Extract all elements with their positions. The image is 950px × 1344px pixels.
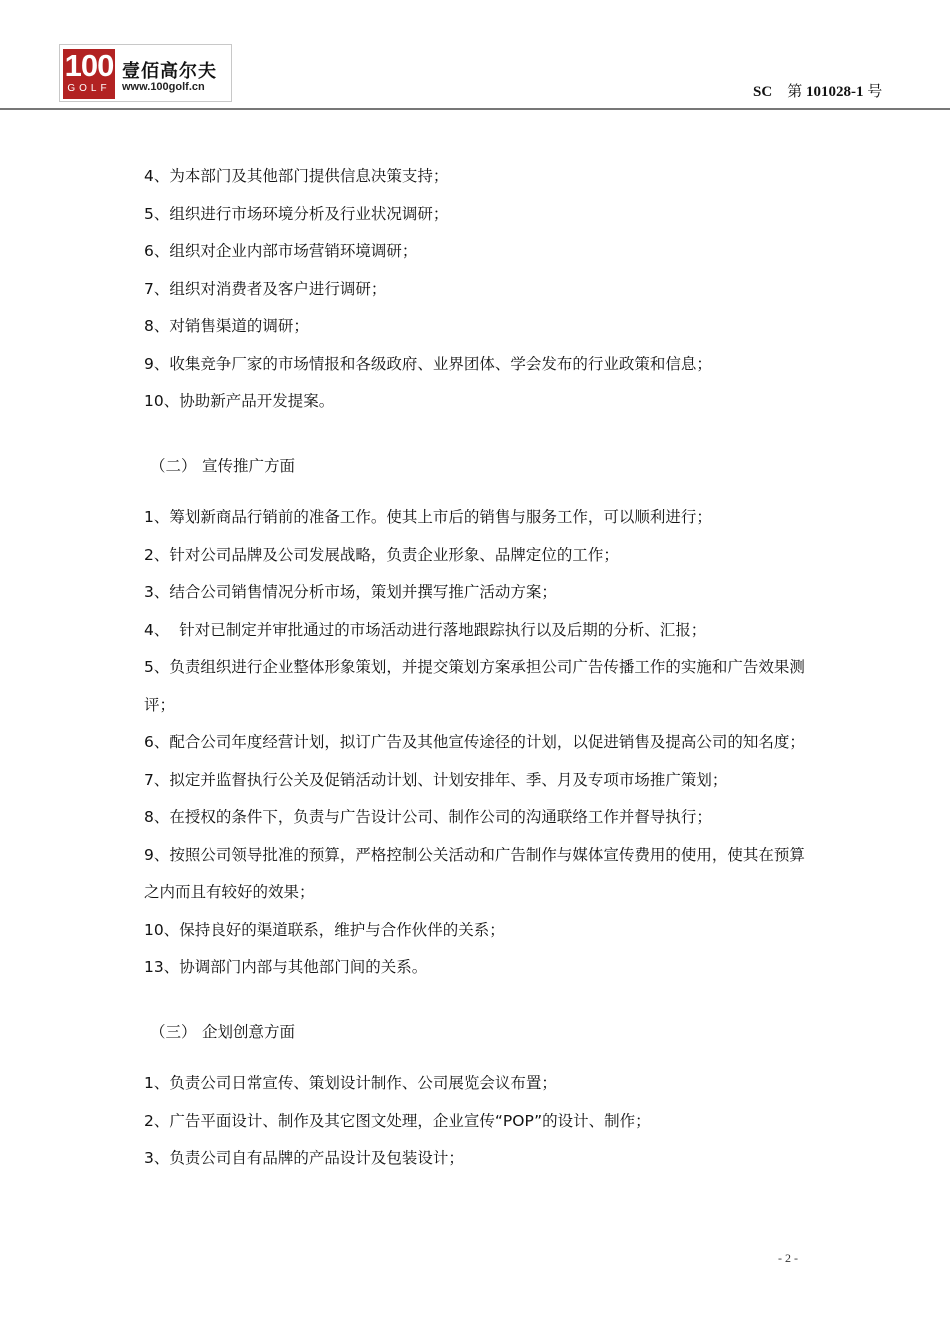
logo-badge <box>63 49 115 99</box>
list-item: 2、广告平面设计、制作及其它图文处理，企业宣传“POP”的设计、制作； <box>144 1111 651 1130</box>
section-heading-creative <box>144 1014 812 1052</box>
section-number: （二） <box>150 456 197 475</box>
list-item: 4、为本部门及其他部门提供信息决策支持； <box>144 167 449 185</box>
list-item: 6、配合公司年度经营计划，拟订广告及其他宣传途径的计划，以促进销售及提高公司的知名度； <box>144 733 805 751</box>
section-title: 宣传推广方面 <box>202 456 296 475</box>
list-item: 10、保持良好的渠道联系，维护与合作伙伴的关系； <box>144 920 505 939</box>
list-item: 9、按照公司领导批准的预算，严格控制公关活动和广告制作与媒体宣传费用的使用，使其在预算之内而且有较好的效果； <box>144 845 805 901</box>
doc-code-hao: 号 <box>867 84 883 100</box>
list-item: 13、协调部门内部与其他部门间的关系。 <box>144 958 428 976</box>
logo-golf-text: GOLF <box>67 83 111 94</box>
list-item: 3、结合公司销售情况分析市场，策划并撰写推广活动方案； <box>144 583 557 601</box>
logo-brand-name: 壹佰高尔夫 <box>122 61 217 82</box>
doc-code-prefix: SC <box>753 84 773 100</box>
doc-code-di: 第 <box>787 84 803 100</box>
document-code <box>753 80 882 101</box>
section-heading-promotion <box>144 448 812 486</box>
section-title: 企划创意方面 <box>202 1022 296 1041</box>
list-item: 2、针对公司品牌及公司发展战略，负责企业形象、品牌定位的工作； <box>144 545 619 564</box>
list-item: 7、拟定并监督执行公关及促销活动计划、计划安排年、季、月及专项市场推广策划； <box>144 770 728 789</box>
list-item: 5、负责组织进行企业整体形象策划，并提交策划方案承担公司广告传播工作的实施和广告效果测评； <box>144 658 805 714</box>
company-logo <box>59 44 232 102</box>
list-item: 1、筹划新商品行销前的准备工作。使其上市后的销售与服务工作，可以顺利进行； <box>144 508 712 526</box>
list-item: 1、负责公司日常宣传、策划设计制作、公司展览会议布置； <box>144 1074 557 1092</box>
list-item: 8、在授权的条件下，负责与广告设计公司、制作公司的沟通联络工作并督导执行； <box>144 808 712 826</box>
list-item: 7、组织对消费者及客户进行调研； <box>144 279 387 298</box>
list-item: 6、组织对企业内部市场营销环境调研； <box>144 242 418 260</box>
list-item: 9、收集竞争厂家的市场情报和各级政府、业界团体、学会发布的行业政策和信息； <box>144 354 712 373</box>
header-divider <box>0 108 950 110</box>
document-body <box>144 158 812 1178</box>
list-item: 3、负责公司自有品牌的产品设计及包装设计； <box>144 1149 464 1167</box>
logo-number: 100 <box>64 48 114 83</box>
list-item: 10、协助新产品开发提案。 <box>144 392 335 410</box>
page-number: - 2 - <box>778 1251 798 1265</box>
logo-url: www.100golf.cn <box>122 81 205 93</box>
doc-code-number: 101028-1 <box>805 84 864 100</box>
list-item: 5、组织进行市场环境分析及行业状况调研； <box>144 204 449 223</box>
section-number: （三） <box>150 1022 197 1041</box>
list-item: 4、 针对已制定并审批通过的市场活动进行落地跟踪执行以及后期的分析、汇报； <box>144 620 707 639</box>
list-item: 8、对销售渠道的调研； <box>144 317 309 335</box>
